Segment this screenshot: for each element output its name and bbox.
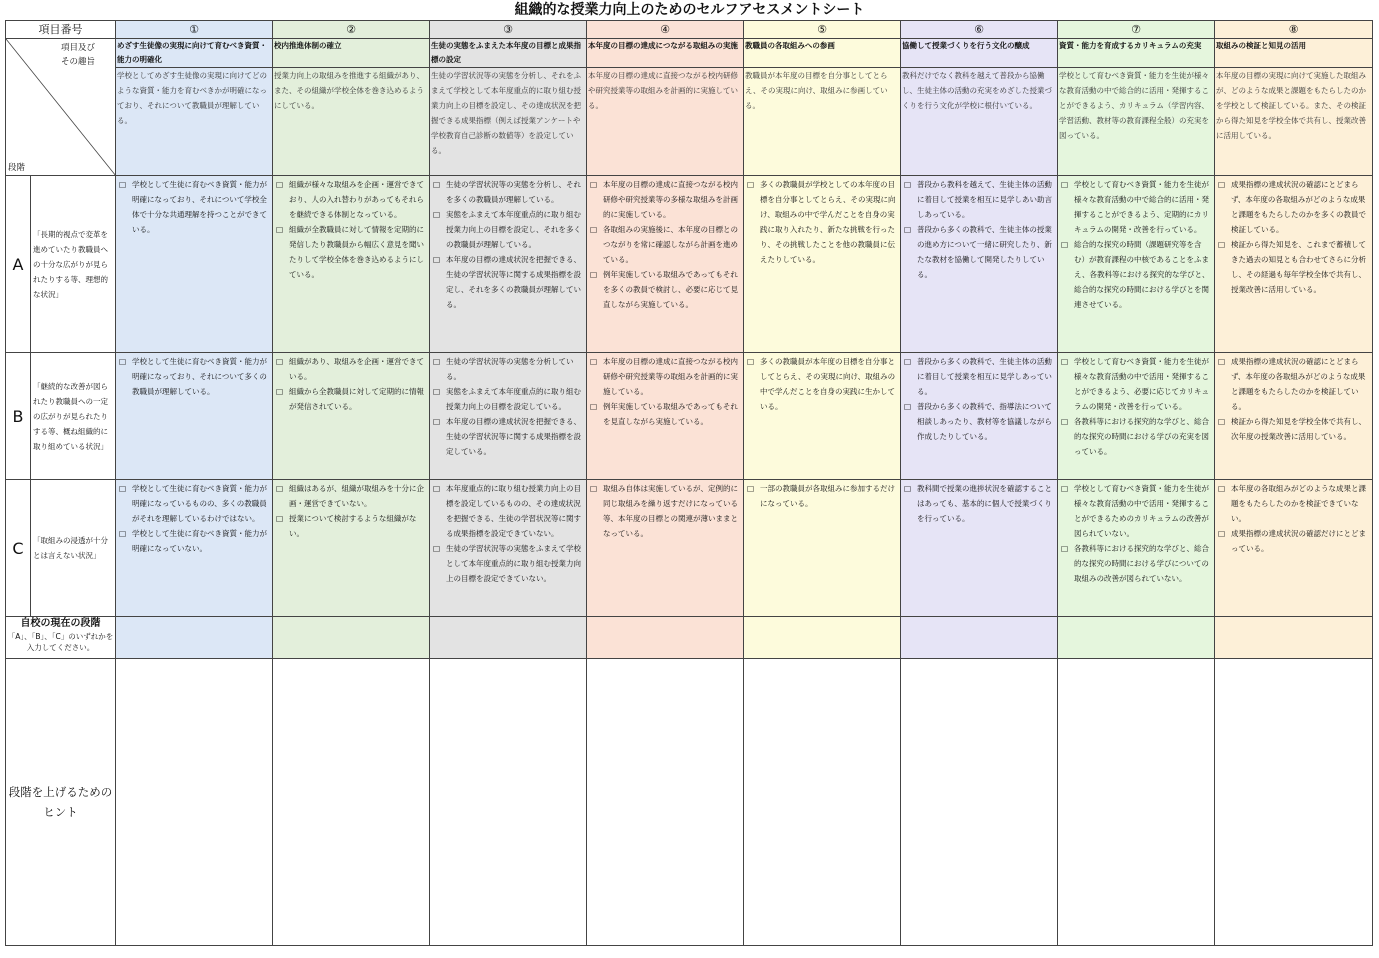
criteria-checkbox-item[interactable]: □ 本年度の目標の達成に直接つながる校内研修や研究授業等の多様な取組みを計画的に実施している。 — [590, 177, 740, 222]
current-stage-input-6[interactable] — [901, 617, 1058, 659]
aspect-title: めざす生徒像の実現に向けて育むべき資質・能力の明確化 — [117, 41, 267, 64]
level-criteria-cell — [1215, 480, 1373, 617]
diagonal-header — [6, 39, 116, 176]
level-criteria-cell — [1058, 176, 1215, 353]
level-criteria-cell — [116, 480, 273, 617]
aspect-title-cell — [744, 39, 901, 68]
criteria-checkbox-item[interactable]: □ 学校として生徒に育むべき資質・能力が明確になっているものの、多くの教職員がそれを理解しているわけではない。 — [119, 481, 269, 526]
item-number-6: ⑥ — [901, 21, 1058, 39]
level-criteria-cell — [1058, 480, 1215, 617]
criteria-checkbox-item[interactable]: □ 各教科等における探究的な学びと、総合的な探究の時間における学びについての取組みの改善が図られていない。 — [1061, 541, 1211, 586]
criteria-checkbox-item[interactable]: □ 普段から多くの教科で、指導法について相談しあったり、教材等を協議しながら作成したりしている。 — [904, 399, 1054, 444]
level-letter: C — [6, 480, 31, 617]
criteria-checkbox-item[interactable]: □ 普段から教科を越えて、生徒主体の活動に着目して授業を相互に見学しあい助言しあっている。 — [904, 177, 1054, 222]
item-label-line2: その趣旨 — [60, 57, 95, 67]
aspect-desc-cell — [587, 68, 744, 176]
aspect-title-cell — [587, 39, 744, 68]
level-row-b — [6, 353, 1373, 480]
level-criteria-cell — [430, 353, 587, 480]
aspect-desc: 本年度の目標の実現に向けて実施した取組みが、どのような成果と課題をもたらしたのかを学校として検証している。また、その検証から得た知見を学校全体で共有し、授業改善に活用している。 — [1216, 71, 1366, 140]
item-number-2: ② — [273, 21, 430, 39]
aspect-title-cell — [1058, 39, 1215, 68]
aspect-desc: 学校としてめざす生徒像の実現に向けてどのような資質・能力を育むべきかが明確になっており、それについて教職員が理解している。 — [117, 71, 267, 125]
criteria-checkbox-item[interactable]: □ 学校として育むべき資質・能力を生徒が様々な教育活動の中で活用・発揮することができるよう、必要に応じてカリキュラムの開発・改善を行っている。 — [1061, 354, 1211, 414]
aspect-desc: 教職員が本年度の目標を自分事としてとらえ、その実現に向け、取組みに参画している。 — [745, 71, 888, 110]
criteria-checkbox-item[interactable]: □ 本年度重点的に取り組む授業力向上の目標を設定しているものの、その達成状況を把握できる、生徒の学習状況等に関する成果指標を設定できていない。 — [433, 481, 583, 541]
criteria-checkbox-item[interactable]: □ 組織が全教職員に対して情報を定期的に発信したり教職員から幅広く意見を聞いたりして学校全体を巻き込めるようにしている。 — [276, 222, 426, 282]
criteria-checkbox-item[interactable]: □ 学校として生徒に育むべき資質・能力が明確になっていない。 — [119, 526, 269, 556]
criteria-checkbox-item[interactable]: □ 実態をふまえて本年度重点的に取り組む授業力向上の目標を設定している。 — [433, 384, 583, 414]
aspect-title: 校内推進体制の確立 — [274, 41, 342, 50]
item-number-4: ④ — [587, 21, 744, 39]
level-criteria-cell — [1215, 353, 1373, 480]
aspect-desc: 授業力向上の取組みを推進する組織があり、また、その組織が学校全体を巻き込めるようにしている。 — [274, 71, 424, 110]
criteria-checkbox-item[interactable]: □ 生徒の学習状況等の実態を分析している。 — [433, 354, 583, 384]
level-criteria-cell — [116, 353, 273, 480]
current-stage-label-cell — [6, 617, 116, 659]
level-criteria-cell — [587, 480, 744, 617]
hint-input-4[interactable] — [587, 659, 744, 946]
level-criteria-cell — [1058, 353, 1215, 480]
hint-input-7[interactable] — [1058, 659, 1215, 946]
criteria-checkbox-item[interactable]: □ 例年実施している取組みであってもそれを見直しながら実施している。 — [590, 399, 740, 429]
criteria-checkbox-item[interactable]: □ 各取組みの実施後に、本年度の目標とのつながりを常に確認しながら計画を進めている。 — [590, 222, 740, 267]
item-number-3: ③ — [430, 21, 587, 39]
level-criteria-cell — [587, 353, 744, 480]
item-number-8: ⑧ — [1215, 21, 1373, 39]
item-number-5: ⑤ — [744, 21, 901, 39]
criteria-checkbox-item[interactable]: □ 生徒の学習状況等の実態をふまえて学校として本年度重点的に取り組む授業力向上の目標を設定できていない。 — [433, 541, 583, 586]
criteria-checkbox-item[interactable]: □ 学校として育むべき資質・能力を生徒が様々な教育活動の中で総合的に活用・発揮することができるよう、定期的にカリキュラムの開発・改善を行っている。 — [1061, 177, 1211, 237]
item-label-line1: 項目及び — [60, 43, 95, 53]
current-stage-input-5[interactable] — [744, 617, 901, 659]
criteria-checkbox-item[interactable]: □ 多くの教職員が本年度の目標を自分事としてとらえ、その実現に向け、取組みの中で学んだことを自身の実践に生かしている。 — [747, 354, 897, 414]
criteria-checkbox-item[interactable]: □ 学校として生徒に育むべき資質・能力が明確になっており、それについて多くの教職員が理解している。 — [119, 354, 269, 399]
level-letter: B — [6, 353, 31, 480]
level-criteria-cell — [430, 176, 587, 353]
criteria-checkbox-item[interactable]: □ 各教科等における探究的な学びと、総合的な探究の時間における学びの充実を図っている。 — [1061, 414, 1211, 459]
stage-label: 段階 — [8, 163, 26, 173]
sheet-title: 組織的な授業力向上のためのセルフアセスメントシート — [514, 2, 865, 18]
criteria-checkbox-item[interactable]: □ 本年度の目標の達成に直接つながる校内研修や研究授業等の取組みを計画的に実施している。 — [590, 354, 740, 399]
criteria-checkbox-item[interactable]: □ 一部の教職員が各取組みに参加するだけになっている。 — [747, 481, 897, 511]
criteria-checkbox-item[interactable]: □ 検証から得た知見を学校全体で共有し、次年度の授業改善に活用している。 — [1218, 414, 1369, 444]
criteria-checkbox-item[interactable]: □ 普段から多くの教科で、生徒主体の活動に着目して授業を相互に見学しあっている。 — [904, 354, 1054, 399]
level-criteria-cell — [744, 353, 901, 480]
hint-input-8[interactable] — [1215, 659, 1373, 946]
criteria-checkbox-item[interactable]: □ 普段から多くの教科で、生徒主体の授業の進め方について一緒に研究したり、新たな教材を協働して開発したりしている。 — [904, 222, 1054, 282]
criteria-checkbox-item[interactable]: □ 取組み自体は実施しているが、定例的に同じ取組みを繰り返すだけになっている等、本年度の目標との関連が薄いままとなっている。 — [590, 481, 740, 541]
aspect-desc-cell — [1058, 68, 1215, 176]
aspect-title: 資質・能力を育成するカリキュラムの充実 — [1059, 41, 1202, 50]
hint-input-3[interactable] — [430, 659, 587, 946]
hint-input-1[interactable] — [116, 659, 273, 946]
current-stage-input-2[interactable] — [273, 617, 430, 659]
level-criteria-cell — [273, 480, 430, 617]
level-criteria-cell — [901, 176, 1058, 353]
level-criteria-cell — [901, 480, 1058, 617]
criteria-checkbox-item[interactable]: □ 検証から得た知見を、これまで蓄積してきた過去の知見とも合わせてさらに分析し、その経過も毎年学校全体で共有し、授業改善に活用している。 — [1218, 237, 1369, 297]
criteria-checkbox-item[interactable]: □ 教科間で授業の進捗状況を確認することはあっても、基本的に個人で授業づくりを行っている。 — [904, 481, 1054, 526]
level-criteria-cell — [1215, 176, 1373, 353]
criteria-checkbox-item[interactable]: □ 生徒の学習状況等の実態を分析し、それを多くの教職員が理解している。 — [433, 177, 583, 207]
desc-row — [6, 68, 1373, 176]
current-stage-row — [6, 617, 1373, 659]
aspect-title: 取組みの検証と知見の活用 — [1216, 41, 1306, 50]
criteria-checkbox-item[interactable]: □ 実態をふまえて本年度重点的に取り組む授業力向上の目標を設定し、それを多くの教職員が理解している。 — [433, 207, 583, 252]
criteria-checkbox-item[interactable]: □ 本年度の各取組みがどのような成果と課題をもたらしたのかを検証できていない。 — [1218, 481, 1369, 526]
hint-label-line2: ヒント — [43, 805, 78, 819]
criteria-checkbox-item[interactable]: □ 多くの教職員が学校としての本年度の目標を自分事としてとらえ、その実現に向け、取組みの中で学んだことを自身の実践に取り入れたり、新たな挑戦を行ったり、その挑戦したことを他の教職員に伝えたりしている。 — [747, 177, 897, 267]
level-criteria-cell — [744, 176, 901, 353]
criteria-checkbox-item[interactable]: □ 授業について検討するような組織がない。 — [276, 511, 426, 541]
aspect-desc: 生徒の学習状況等の実態を分析し、それをふまえて学校として本年度重点的に取り組む授業力向上の目標を設定し、その達成状況を把握できる成果指標（例えば授業アンケートや学校教育自己診断の数値等）を設定している。 — [431, 71, 581, 155]
criteria-checkbox-item[interactable]: □ 学校として生徒に育むべき資質・能力が明確になっており、それについて学校全体で十分な共通理解を持つことができている。 — [119, 177, 269, 237]
aspect-title-cell — [1215, 39, 1373, 68]
current-stage-input-1[interactable] — [116, 617, 273, 659]
current-stage-input-3[interactable] — [430, 617, 587, 659]
aspect-title-cell — [273, 39, 430, 68]
criteria-checkbox-item[interactable]: □ 組織はあるが、組織が取組みを十分に企画・運営できていない。 — [276, 481, 426, 511]
hint-input-6[interactable] — [901, 659, 1058, 946]
current-stage-input-7[interactable] — [1058, 617, 1215, 659]
aspect-desc-cell — [116, 68, 273, 176]
criteria-checkbox-item[interactable]: □ 組織から全教職員に対して定期的に情報が発信されている。 — [276, 384, 426, 414]
aspect-desc-cell — [273, 68, 430, 176]
aspect-desc-cell — [430, 68, 587, 176]
level-letter: A — [6, 176, 31, 353]
assessment-table — [5, 20, 1373, 946]
number-row — [6, 21, 1373, 39]
aspect-desc: 本年度の目標の達成に直接つながる校内研修や研究授業等の取組みを計画的に実施している。 — [588, 71, 738, 110]
hint-label-cell — [6, 659, 116, 946]
criteria-checkbox-item[interactable]: □ 成果指標の達成状況の確認だけにとどまっている。 — [1218, 526, 1369, 556]
level-criteria-cell — [587, 176, 744, 353]
aspect-title: 教職員の各取組みへの参画 — [745, 41, 835, 50]
level-criteria-cell — [901, 353, 1058, 480]
criteria-checkbox-item[interactable]: □ 総合的な探究の時間（課題研究等を含む）が教育課程の中核であることをふまえ、各教科等における探究的な学びと、総合的な探究の時間における学びとを関連させている。 — [1061, 237, 1211, 312]
aspect-title-cell — [430, 39, 587, 68]
current-stage-input-8[interactable] — [1215, 617, 1373, 659]
current-stage-instruction: 「A」、「B」、「C」のいずれかを入力してください。 — [7, 632, 114, 652]
level-criteria-cell — [273, 176, 430, 353]
criteria-checkbox-item[interactable]: □ 組織があり、取組みを企画・運営できている。 — [276, 354, 426, 384]
item-purpose-label — [61, 41, 95, 69]
item-number-7: ⑦ — [1058, 21, 1215, 39]
current-stage-input-4[interactable] — [587, 617, 744, 659]
level-description: 「継続的な改善が図られたり教職員への一定の広がりが見られたりする等、概ね組織的に取り組めている状況」 — [31, 353, 116, 480]
aspect-title: 本年度の目標の達成につながる取組みの実施 — [588, 41, 738, 50]
level-row-a — [6, 176, 1373, 353]
hint-input-5[interactable] — [744, 659, 901, 946]
aspect-desc-cell — [901, 68, 1058, 176]
hint-label-line1: 段階を上げるための — [8, 785, 113, 799]
item-number-label: 項目番号 — [6, 21, 116, 39]
level-description: 「長期的視点で変革を進めていたり教職員への十分な広がりが見られたりする等、理想的な状況」 — [31, 176, 116, 353]
aspect-title: 生徒の実態をふまえた本年度の目標と成果指標の設定 — [431, 41, 581, 64]
level-criteria-cell — [744, 480, 901, 617]
level-criteria-cell — [116, 176, 273, 353]
criteria-checkbox-item[interactable]: □ 例年実施している取組みであってもそれを多くの教員で検討し、必要に応じて見直しながら実施している。 — [590, 267, 740, 312]
title-row — [6, 39, 1373, 68]
level-criteria-cell — [273, 353, 430, 480]
aspect-desc-cell — [744, 68, 901, 176]
aspect-title-cell — [116, 39, 273, 68]
level-criteria-cell — [430, 480, 587, 617]
level-row-c — [6, 480, 1373, 617]
aspect-title: 協働して授業づくりを行う文化の醸成 — [902, 41, 1030, 50]
criteria-checkbox-item[interactable]: □ 成果指標の達成状況の確認にとどまらず、本年度の各取組みがどのような成果と課題をもたらしたのかを多くの教員で検証している。 — [1218, 177, 1369, 237]
hint-input-2[interactable] — [273, 659, 430, 946]
aspect-title-cell — [901, 39, 1058, 68]
criteria-checkbox-item[interactable]: □ 学校として育むべき資質・能力を生徒が様々な教育活動の中で活用・発揮することができるためのカリキュラムの改善が図られていない。 — [1061, 481, 1211, 541]
aspect-desc: 教科だけでなく教科を越えて普段から協働し、生徒主体の活動の充実をめざした授業づくりを行う文化が学校に根付いている。 — [902, 71, 1052, 110]
criteria-checkbox-item[interactable]: □ 本年度の目標の達成状況を把握できる、生徒の学習状況等に関する成果指標を設定し、それを多くの教職員が理解している。 — [433, 252, 583, 312]
hint-row — [6, 659, 1373, 946]
aspect-desc-cell — [1215, 68, 1373, 176]
criteria-checkbox-item[interactable]: □ 組織が様々な取組みを企画・運営できており、人の入れ替わりがあってもそれらを継続できる体制となっている。 — [276, 177, 426, 222]
aspect-desc: 学校として育むべき資質・能力を生徒が様々な教育活動の中で総合的に活用・発揮することができるよう、カリキュラム（学習内容、学習活動、教材等の教育課程全般）の充実を図っている。 — [1059, 71, 1209, 140]
criteria-checkbox-item[interactable]: □ 本年度の目標の達成状況を把握できる、生徒の学習状況等に関する成果指標を設定している。 — [433, 414, 583, 459]
item-number-1: ① — [116, 21, 273, 39]
current-stage-label: 自校の現在の段階 — [20, 618, 101, 629]
level-description: 「取組みの浸透が十分とは言えない状況」 — [31, 480, 116, 617]
criteria-checkbox-item[interactable]: □ 成果指標の達成状況の確認にとどまらず、本年度の各取組みがどのような成果と課題をもたらしたのかを検証している。 — [1218, 354, 1369, 414]
